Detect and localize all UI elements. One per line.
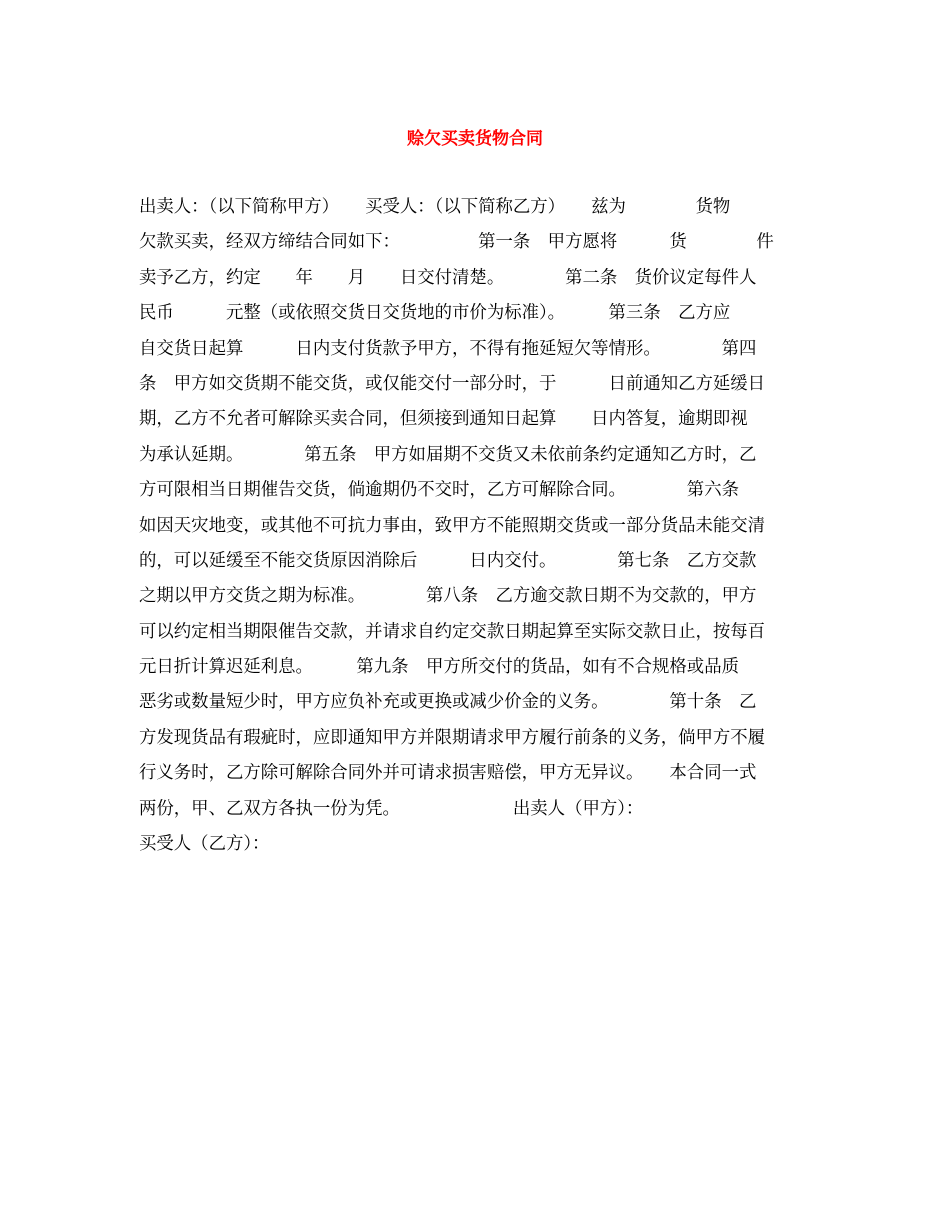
contract-line: 恶劣或数量短少时，甲方应负补充或更换或减少价金的义务。 第十条 乙 (139, 692, 757, 713)
contract-line: 期，乙方不允者可解除买卖合同，但须接到通知日起算 日内答复，逾期即视 (139, 409, 748, 430)
contract-line: 条 甲方如交货期不能交货，或仅能交付一部分时，于 日前通知乙方延缓日 (139, 373, 766, 394)
contract-line: 买受人（乙方）： (139, 834, 270, 855)
contract-line: 为承认延期。 第五条 甲方如届期不交货又未依前条约定通知乙方时，乙 (139, 444, 757, 465)
contract-line: 如因天灾地变，或其他不可抗力事由，致甲方不能照期交货或一部分货品未能交清 (139, 515, 766, 536)
contract-line: 出卖人：（以下简称甲方） 买受人：（以下简称乙方） 兹为 货物 (139, 197, 731, 217)
document-title: 赊欠买卖货物合同 (407, 129, 543, 149)
contract-line: 可以约定相当期限催告交款，并请求自约定交款日期起算至实际交款日止，按每百 (139, 621, 766, 642)
contract-line: 的，可以延缓至不能交货原因消除后 日内交付。 第七条 乙方交款 (139, 550, 757, 571)
contract-body (139, 190, 811, 862)
contract-line: 两份，甲、乙双方各执一份为凭。 出卖人（甲方）： (139, 798, 644, 819)
contract-line: 方可限相当日期催告交货，倘逾期仍不交时，乙方可解除合同。 第六条 (139, 480, 739, 501)
contract-line: 方发现货品有瑕疵时，应即通知甲方并限期请求甲方履行前条的义务，倘甲方不履 (139, 727, 766, 748)
contract-line: 卖予乙方，约定 年 月 日交付清楚。 第二条 货价议定每件人 (139, 267, 757, 288)
contract-line: 元日折计算迟延利息。 第九条 甲方所交付的货品，如有不合规格或品质 (139, 657, 739, 678)
contract-line: 之期以甲方交货之期为标准。 第八条 乙方逾交款日期不为交款的，甲方 (139, 586, 757, 607)
contract-line: 欠款买卖，经双方缔结合同如下： 第一条 甲方愿将 货 件 (139, 232, 774, 253)
contract-line: 自交货日起算 日内支付货款予甲方，不得有拖延短欠等情形。 第四 (139, 338, 757, 359)
contract-line: 行义务时，乙方除可解除合同外并可请求损害赔偿，甲方无异议。 本合同一式 (139, 763, 757, 784)
contract-line: 民币 元整（或依照交货日交货地的市价为标准）。 第三条 乙方应 (139, 303, 731, 324)
